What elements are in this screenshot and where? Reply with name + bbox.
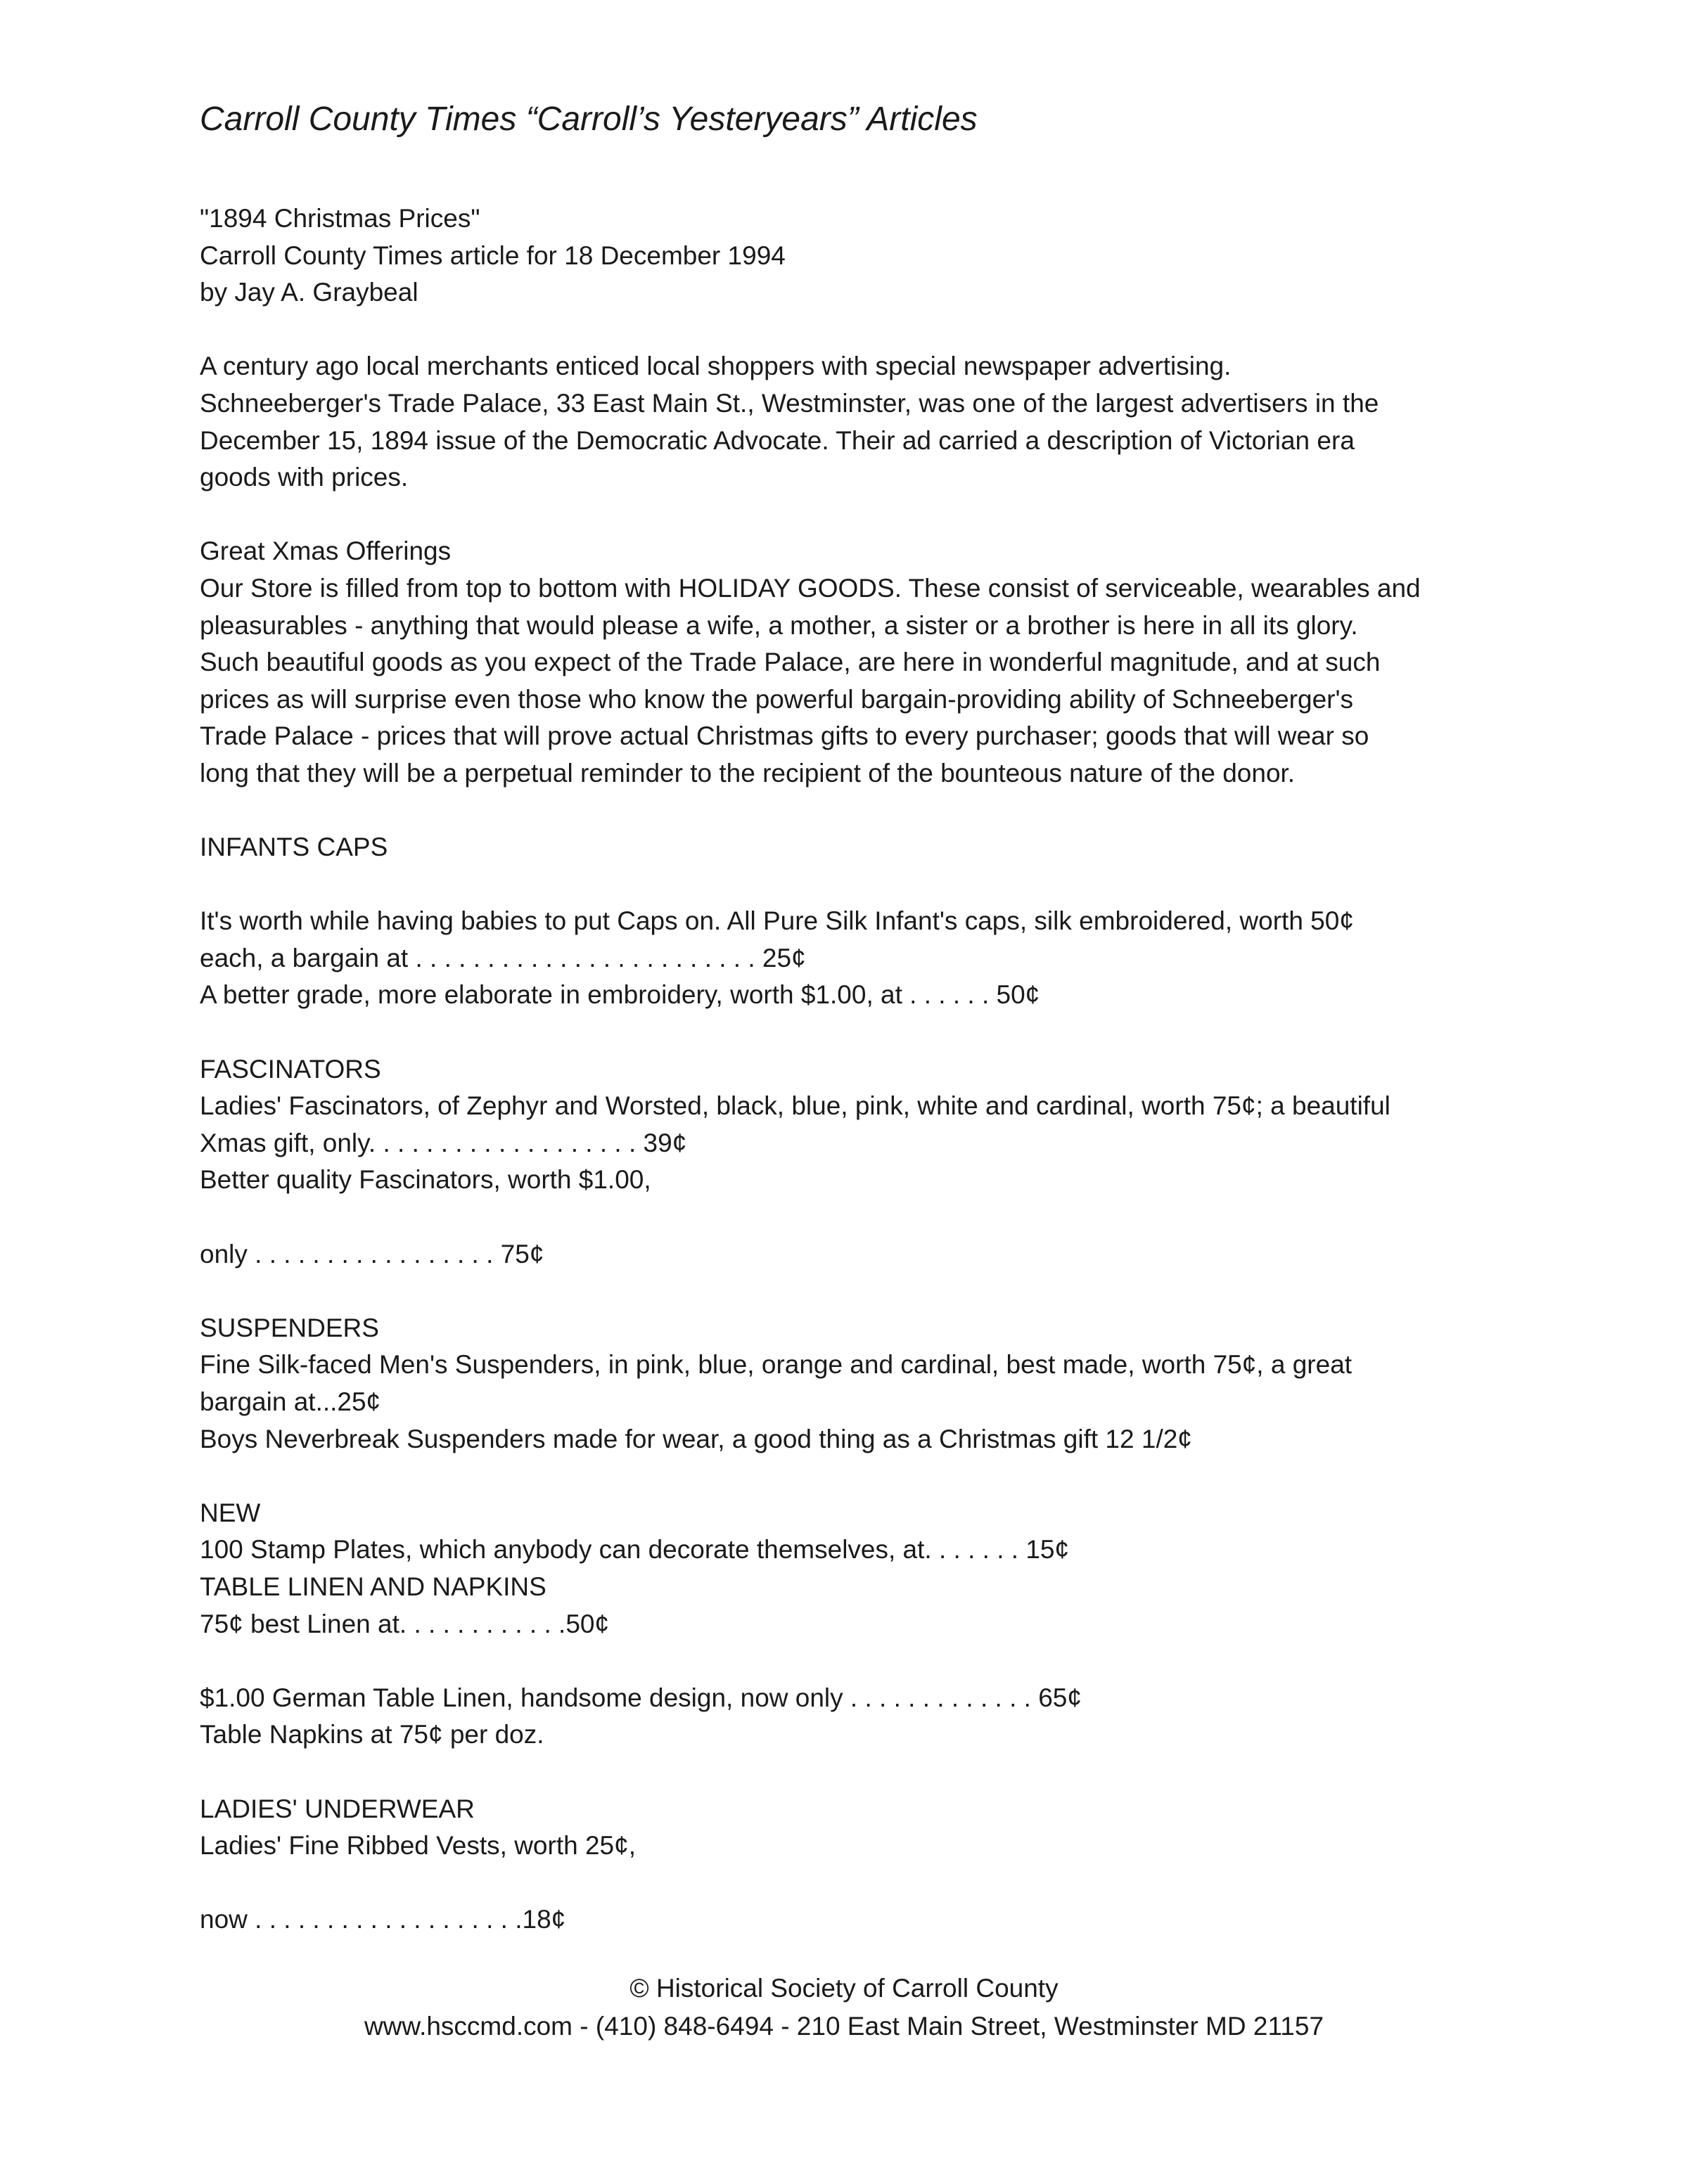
offerings-line: Our Store is filled from top to bottom with HOLIDAY GOODS. These consist of serviceable, wearables and [200,573,1421,603]
spacer [200,1014,1522,1051]
fascinators-price-line: only . . . . . . . . . . . . . . . . . 75¢ [200,1239,544,1268]
intro-line: A century ago local merchants enticed local shoppers with special newspaper advertising. [200,352,1232,381]
article-body [200,200,1522,1939]
article-source-line: Carroll County Times article for 18 December 1994 [200,240,786,270]
spacer [200,496,1522,534]
spacer [200,792,1522,830]
table-linen-line: Table Napkins at 75¢ per doz. [200,1720,544,1749]
spacer [200,1458,1522,1495]
new-heading: NEW [200,1498,261,1527]
ladies-underwear-heading: LADIES' UNDERWEAR [200,1794,475,1823]
offerings-line: pleasurables - anything that would please a wife, a mother, a sister or a brother is here in all its glory. [200,610,1358,640]
page-header-title: Carroll County Times “Carroll’s Yesteryears” Articles [200,101,978,138]
spacer [200,1643,1522,1680]
spacer [200,311,1522,349]
infants-caps-line: each, a bargain at . . . . . . . . . . . . . . . . . . . . . . . . 25¢ [200,943,806,972]
suspenders-line: bargain at...25¢ [200,1387,381,1416]
suspenders-heading: SUSPENDERS [200,1313,379,1342]
table-linen-heading: TABLE LINEN AND NAPKINS [200,1572,546,1601]
spacer [200,1754,1522,1791]
article-headline: "1894 Christmas Prices" [200,204,480,233]
intro-line: Schneeberger's Trade Palace, 33 East Main St., Westminster, was one of the largest advertisers in the [200,388,1379,418]
spacer [200,1273,1522,1310]
ladies-underwear-price-line: now . . . . . . . . . . . . . . . . . . .18¢ [200,1905,566,1934]
spacer [200,866,1522,904]
offerings-heading: Great Xmas Offerings [200,537,452,566]
offerings-line: long that they will be a perpetual reminder to the recipient of the bounteous nature of the donor. [200,758,1296,788]
suspenders-line: Fine Silk-faced Men's Suspenders, in pink, blue, orange and cardinal, best made, worth 75¢, a great [200,1350,1353,1380]
fascinators-line: Xmas gift, only. . . . . . . . . . . . . . . . . . . 39¢ [200,1128,687,1157]
intro-line: December 15, 1894 issue of the Democratic Advocate. Their ad carried a description of Victorian era [200,425,1355,455]
table-linen-line: $1.00 German Table Linen, handsome design, now only . . . . . . . . . . . . . 65¢ [200,1683,1082,1712]
fascinators-heading: FASCINATORS [200,1054,381,1084]
suspenders-line: Boys Neverbreak Suspenders made for wear, a good thing as a Christmas gift 12 1/2¢ [200,1424,1192,1453]
infants-caps-heading: INFANTS CAPS [200,833,388,862]
ladies-underwear-line: Ladies' Fine Ribbed Vests, worth 25¢, [200,1831,636,1861]
spacer [200,1199,1522,1236]
table-linen-line: 75¢ best Linen at. . . . . . . . . . . .50¢ [200,1609,610,1638]
infants-caps-line: A better grade, more elaborate in embroidery, worth $1.00, at . . . . . . 50¢ [200,980,1040,1010]
fascinators-line: Better quality Fascinators, worth $1.00, [200,1165,651,1195]
offerings-line: prices as will surprise even those who know the powerful bargain-providing ability of Schneeberger's [200,684,1354,714]
intro-line: goods with prices. [200,463,409,492]
footer-copyright: © Historical Society of Carroll County [629,1974,1059,2003]
article-byline: by Jay A. Graybeal [200,278,418,307]
spacer [200,1865,1522,1902]
offerings-line: Trade Palace - prices that will prove actual Christmas gifts to every purchaser; goods that will wear so [200,721,1369,751]
fascinators-line: Ladies' Fascinators, of Zephyr and Worsted, black, blue, pink, white and cardinal, worth 75¢; a beautiful [200,1091,1390,1121]
offerings-line: Such beautiful goods as you expect of the Trade Palace, are here in wonderful magnitude, and at such [200,648,1381,677]
new-line: 100 Stamp Plates, which anybody can decorate themselves, at. . . . . . . 15¢ [200,1535,1070,1565]
infants-caps-line: It's worth while having babies to put Caps on. All Pure Silk Infant's caps, silk embroidered, worth 50¢ [200,906,1354,936]
footer-contact: www.hsccmd.com - (410) 848-6494 - 210 East Main Street, Westminster MD 21157 [364,2012,1324,2041]
